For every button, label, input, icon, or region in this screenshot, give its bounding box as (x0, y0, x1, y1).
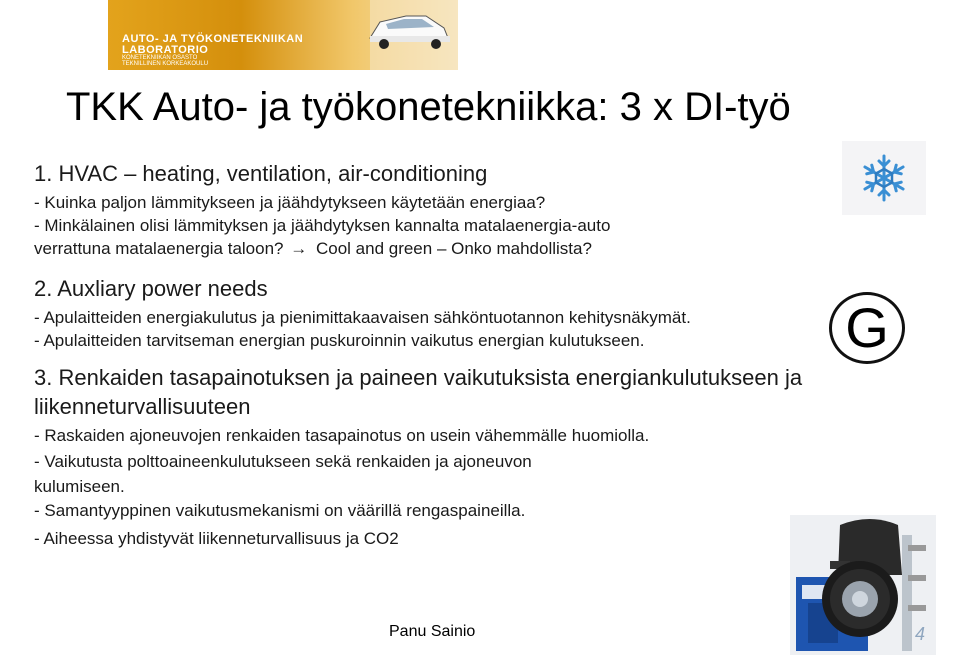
banner-line-1: AUTO- JA TYÖKONETEKNIIKAN (122, 33, 304, 45)
topic2-line1: - Apulaitteiden energiakulutus ja pienimittakaavaisen sähköntuotannon kehitysnäkymät. (34, 308, 691, 327)
topic1-heading: 1. HVAC – heating, ventilation, air-conditioning (34, 161, 488, 186)
banner-line-2: LABORATORIO (122, 44, 209, 56)
topic1-line1: - Kuinka paljon lämmitykseen ja jäähdytykseen käytetään energiaa? (34, 193, 546, 212)
slide-title: TKK Auto- ja työkonetekniikka: 3 x DI-työ (66, 85, 791, 129)
topic1-line3-text-b: Cool and green – Onko mahdollista? (315, 239, 592, 258)
topic1-line2: - Minkälainen olisi lämmityksen ja jäähdytyksen kannalta matalaenergia-auto (34, 216, 611, 235)
topic3-heading-1: 3. Renkaiden tasapainotuksen ja paineen vaikutuksista energiankulutukseen ja (34, 365, 803, 390)
banner-line-3: KONETEKNIIKAN OSASTO (122, 55, 198, 61)
g-sign: G (829, 292, 905, 364)
topic1-line3-text-a: verrattuna matalaenergia taloon? (34, 239, 284, 258)
lab-banner (108, 0, 458, 70)
topic3-line1: - Raskaiden ajoneuvojen renkaiden tasapainotus on usein vähemmälle huomiolla. (34, 426, 650, 445)
topic3-line3: - Samantyyppinen vaikutusmekanismi on väärillä rengaspaineilla. (34, 501, 526, 520)
banner-subtext (122, 55, 208, 67)
topic3-line2a: - Vaikutusta polttoaineenkulutukseen sekä renkaiden ja ajoneuvon (34, 452, 532, 471)
topic3-line4: - Aiheessa yhdistyvät liikenneturvallisuus ja CO2 (34, 529, 399, 548)
banner-lab-name (122, 34, 303, 56)
banner-line-4: TEKNILLINEN KORKEAKOULU (122, 61, 209, 67)
author-footer: Panu Sainio (389, 623, 476, 640)
topic1-line3 (34, 238, 592, 259)
topic3-heading-2: liikenneturvallisuuteen (34, 394, 251, 419)
topic3-line2b: kulumiseen. (34, 477, 125, 496)
topic2-line2: - Apulaitteiden tarvitseman energian puskuroinnin vaikutus energian kulutukseen. (34, 331, 645, 350)
topic2-heading: 2. Auxliary power needs (34, 276, 268, 301)
right-arrow-icon: → (290, 239, 308, 258)
page-number: 4 (915, 624, 926, 644)
snowflake-icon (842, 141, 926, 215)
